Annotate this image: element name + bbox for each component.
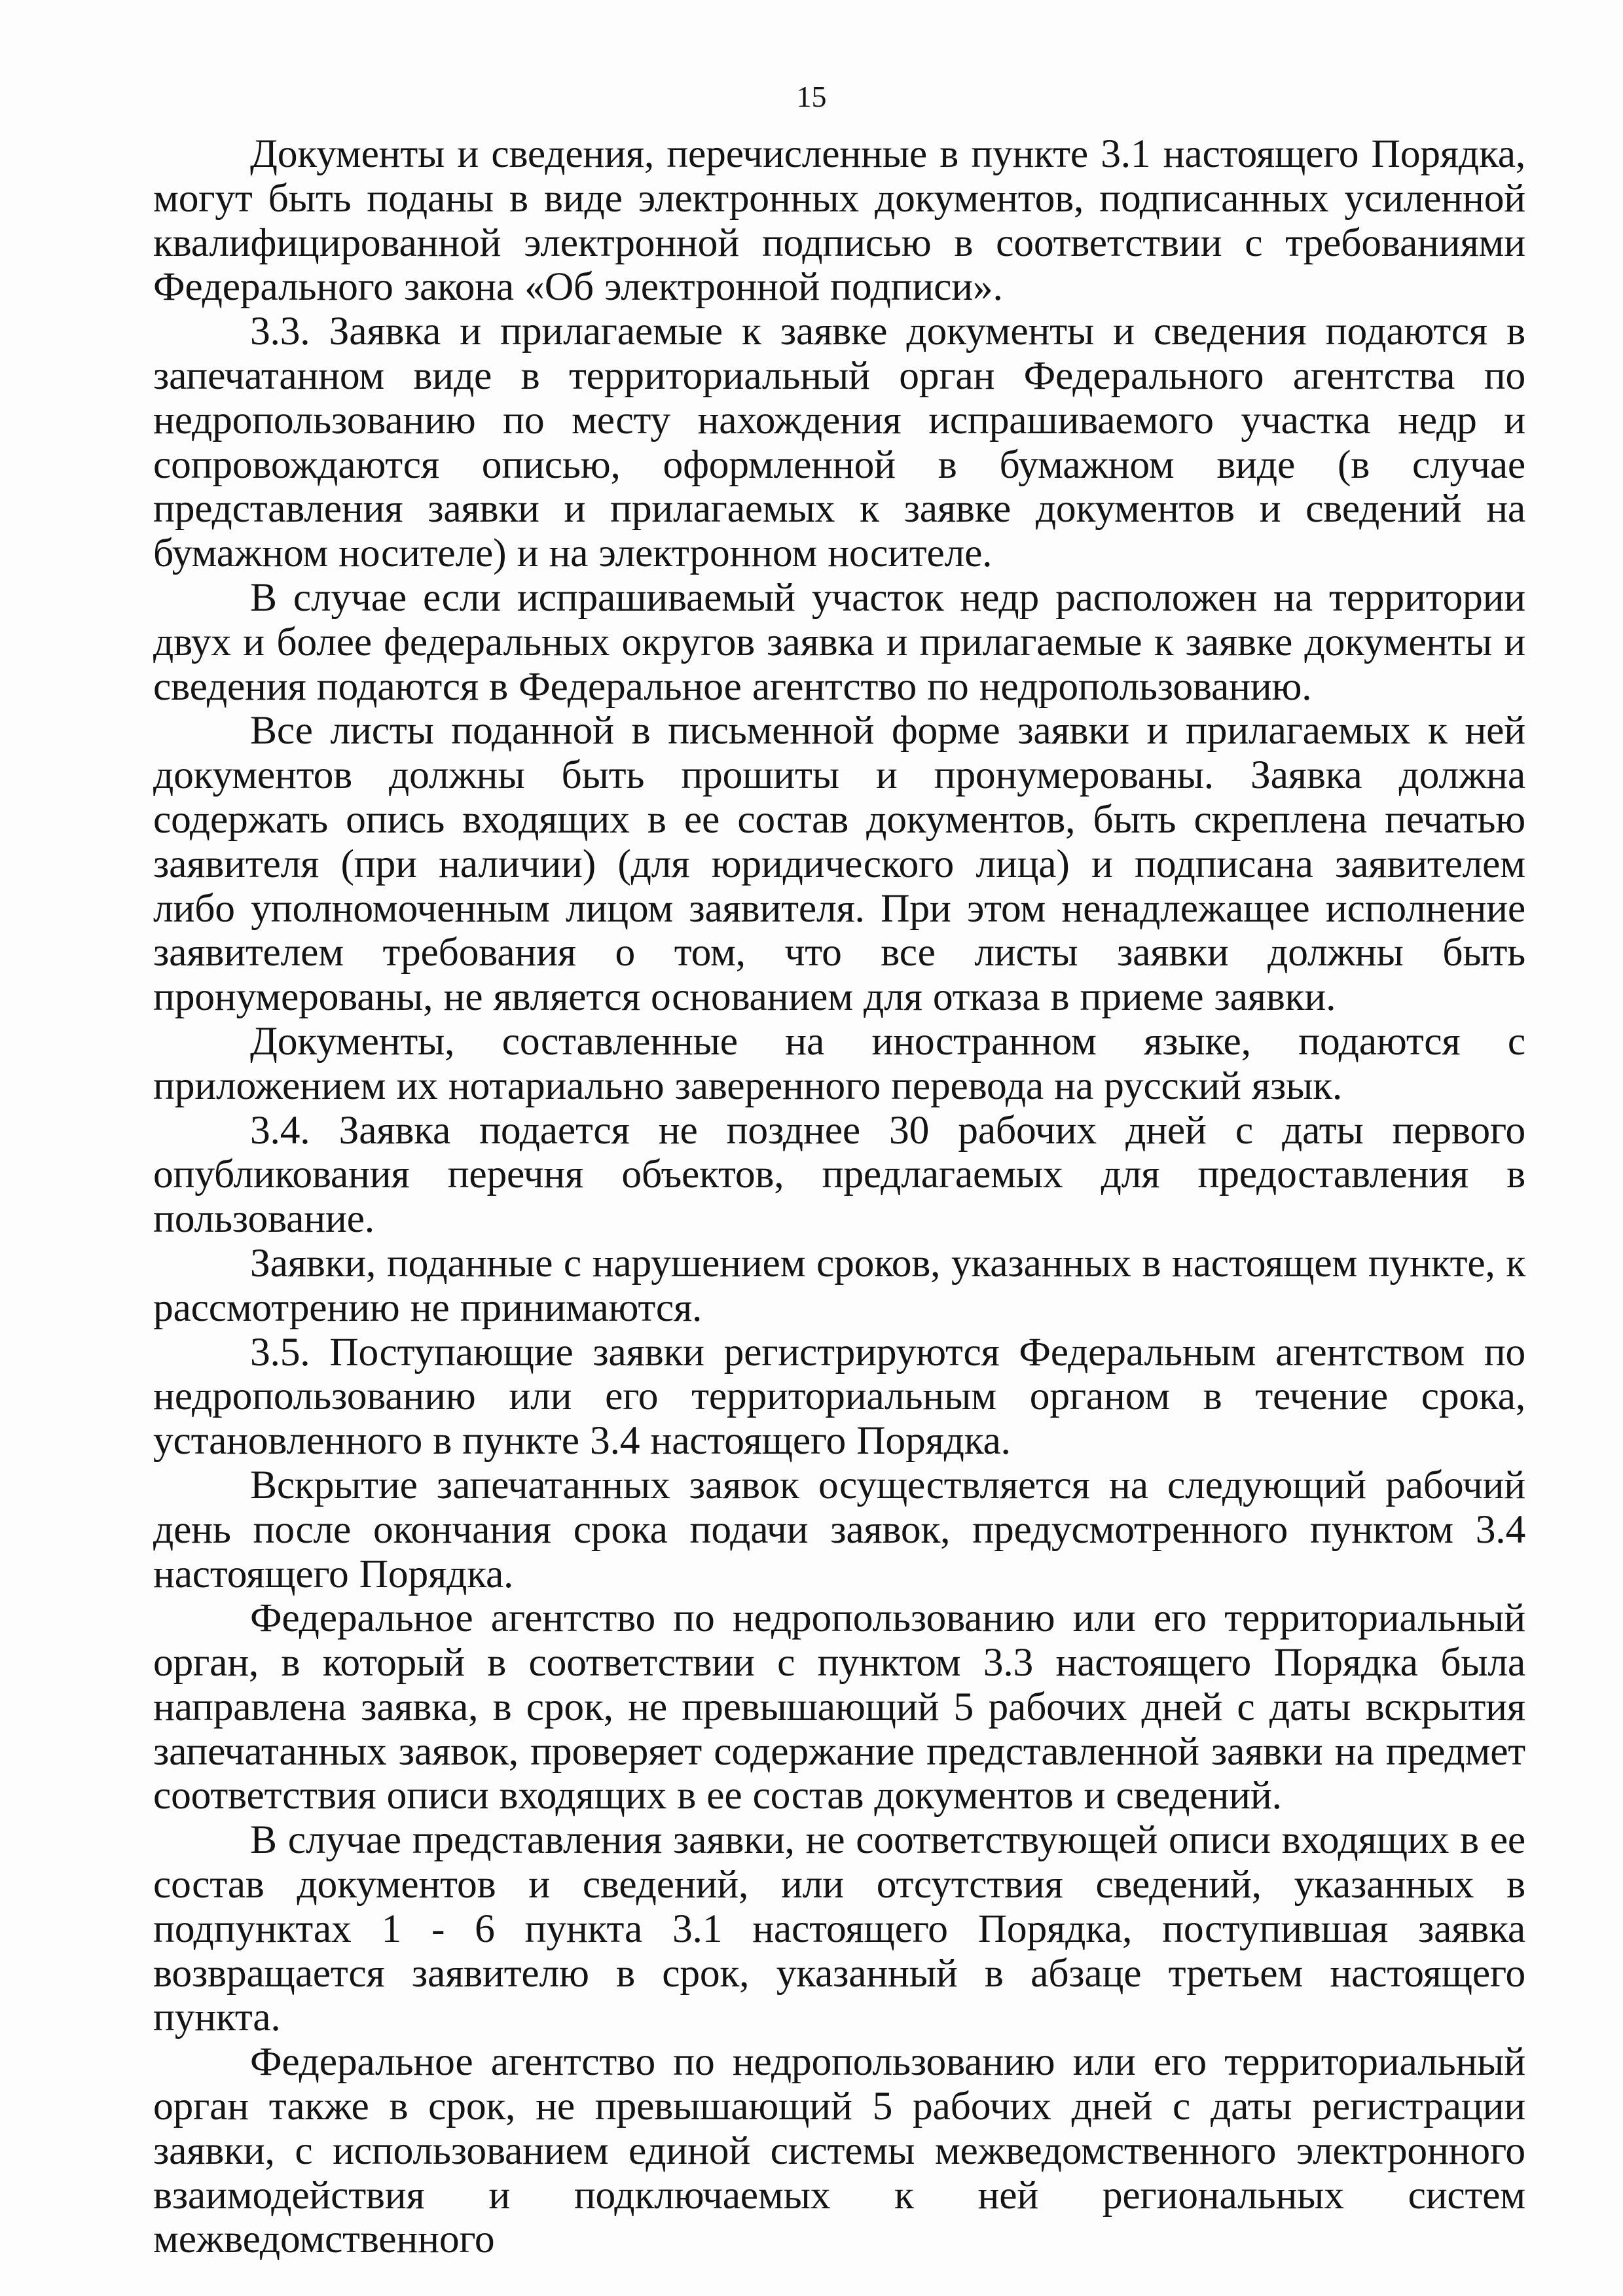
paragraph-return: В случае представления заявки, не соответствующей описи входящих в ее состав документов и сведений, или отсутствия сведений, указанных в подпунктах 1 - 6 пункта 3.1 настоящего Порядка, поступившая заявка возвращается заявителю в срок, указанный в абзаце третьем настоящего пункта. <box>153 1818 1525 2040</box>
paragraph-federal-districts: В случае если испрашиваемый участок недр расположен на территории двух и более федеральных округов заявка и прилагаемые к заявке документы и сведения подаются в Федеральное агентство по недропользованию. <box>153 575 1525 709</box>
paragraph-3-5: 3.5. Поступающие заявки регистрируются Федеральным агентством по недропользованию или его территориальным органом в течение срока, установленного в пункте 3.4 настоящего Порядка. <box>153 1329 1525 1463</box>
paragraph-late-applications: Заявки, поданные с нарушением сроков, указанных в настоящем пункте, к рассмотрению не принимаются. <box>153 1240 1525 1330</box>
page-number: 15 <box>796 80 827 113</box>
paragraph-sheets-numbered: Все листы поданной в письменной форме заявки и прилагаемых к ней документов должны быть прошиты и пронумерованы. Заявка должна содержать опись входящих в ее состав документов, быть скреплена печатью заявителя (при наличии) (для юридического лица) и подписана заявителем либо уполномоченным лицом заявителя. При этом ненадлежащее исполнение заявителем требования о том, что все листы заявки должны быть пронумерованы, не является основанием для отказа в приеме заявки. <box>153 708 1525 1020</box>
document-body <box>153 132 1525 2262</box>
paragraph-opening: Вскрытие запечатанных заявок осуществляется на следующий рабочий день после окончания срока подачи заявок, предусмотренного пунктом 3.4 настоящего Порядка. <box>153 1462 1525 1596</box>
paragraph-verification: Федеральное агентство по недропользованию или его территориальный орган, в который в соответствии с пунктом 3.3 настоящего Порядка была направлена заявка, в срок, не превышающий 5 рабочих дней с даты вскрытия запечатанных заявок, проверяет содержание представленной заявки на предмет соответствия описи входящих в ее состав документов и сведений. <box>153 1596 1525 1818</box>
paragraph-interagency: Федеральное агентство по недропользованию или его территориальный орган также в срок, не превышающий 5 рабочих дней с даты регистрации заявки, с использованием единой системы межведомственного электронного взаимодействия и подключаемых к ней региональных систем межведомственного <box>153 2039 1525 2262</box>
paragraph-3-3: 3.3. Заявка и прилагаемые к заявке документы и сведения подаются в запечатанном виде в территориальный орган Федерального агентства по недропользованию по месту нахождения испрашиваемого участка недр и сопровождаются описью, оформленной в бумажном виде (в случае представления заявки и прилагаемых к заявке документов и сведений на бумажном носителе) и на электронном носителе. <box>153 309 1525 576</box>
paragraph-3-4: 3.4. Заявка подается не позднее 30 рабочих дней с даты первого опубликования перечня объектов, предлагаемых для предоставления в пользование. <box>153 1107 1525 1242</box>
paragraph-foreign-language: Документы, составленные на иностранном языке, подаются с приложением их нотариально заверенного перевода на русский язык. <box>153 1018 1525 1108</box>
paragraph-electronic-documents: Документы и сведения, перечисленные в пункте 3.1 настоящего Порядка, могут быть поданы в виде электронных документов, подписанных усиленной квалифицированной электронной подписью в соответствии с требованиями Федерального закона «Об электронной подписи». <box>153 132 1525 310</box>
